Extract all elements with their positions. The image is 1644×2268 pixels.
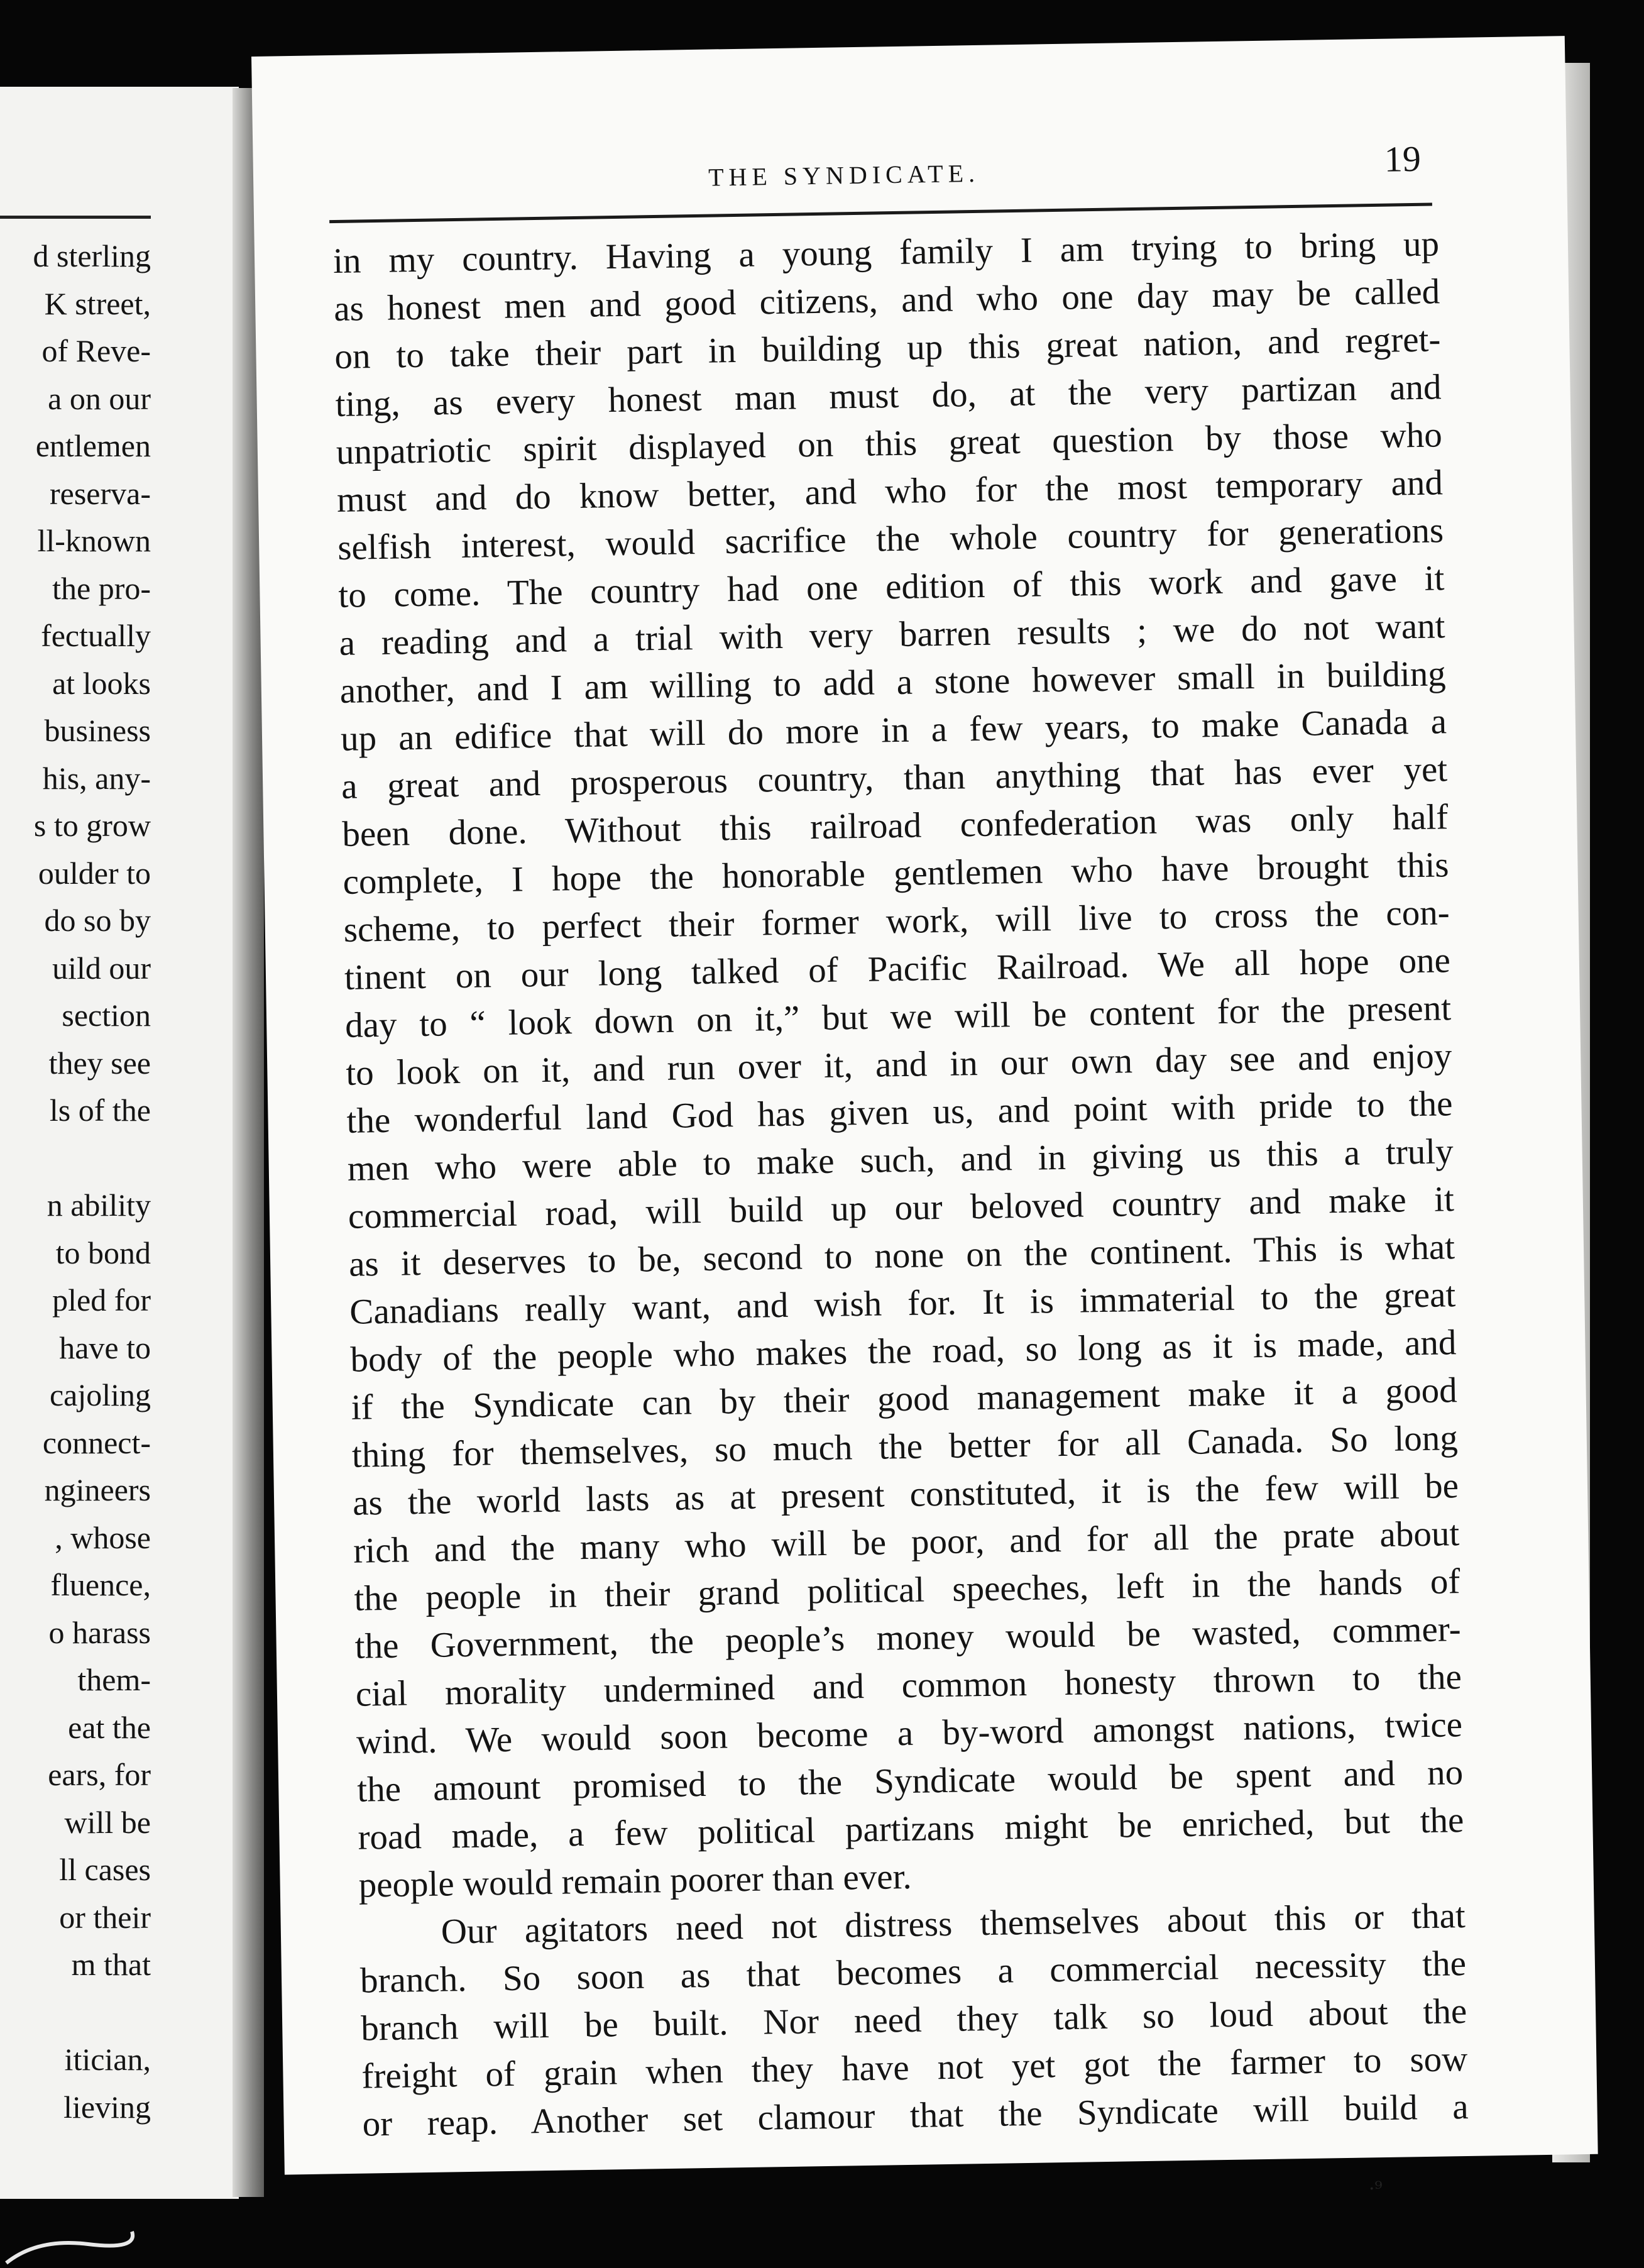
left-line: to bond	[55, 1235, 151, 1270]
scan-artifact	[0, 2225, 138, 2268]
left-line	[33, 1989, 151, 2037]
left-line: do so by	[44, 903, 151, 938]
text-line: as it deserves to be, second to none on the continent. This is what	[348, 1227, 1455, 1284]
paragraph-start-line: Our agitators need not distress themselves about this or that	[441, 1896, 1466, 1952]
text-line: the amount promised to the Syndicate would be spent and no	[356, 1753, 1464, 1810]
left-line: fluence,	[50, 1567, 151, 1602]
running-head: THE SYNDICATE.	[708, 158, 980, 192]
left-line: connect-	[42, 1424, 151, 1460]
left-line: m that	[71, 1947, 151, 1982]
text-line: must and do know better, and who for the most temporary and	[336, 463, 1444, 520]
left-line: o harass	[48, 1614, 151, 1650]
left-line: K street,	[44, 285, 151, 321]
text-line: branch will be built. Nor need they talk so loud about the	[360, 1991, 1467, 2049]
left-line: cajoling	[49, 1377, 151, 1412]
text-line: wind. We would soon become a by-word amongst nations, twice	[356, 1705, 1463, 1762]
left-line: his, any-	[42, 760, 151, 796]
text-line: men who were able to make such, and in giving us this a truly	[347, 1131, 1454, 1189]
text-line: complete, I hope the honorable gentlemen who have brought this	[342, 845, 1449, 902]
left-line: eat the	[68, 1709, 151, 1745]
text-line: the people in their grand political speeches, left in the hands of	[354, 1561, 1460, 1619]
text-line: commercial road, will build up our beloved country and make it	[348, 1179, 1455, 1236]
text-line: branch. So soon as that becomes a commercial necessity the	[359, 1944, 1467, 2001]
left-line: at looks	[52, 665, 151, 701]
left-line: entlemen	[35, 428, 151, 463]
page-number: 19	[1384, 138, 1422, 180]
left-line: they see	[48, 1045, 151, 1081]
left-line: ll-known	[37, 523, 151, 558]
text-line: as the world lasts as at present constituted, it is the few will be	[352, 1466, 1459, 1523]
left-line: will be	[64, 1804, 151, 1840]
text-line: the wonderful land God has given us, and point with pride to the	[346, 1084, 1453, 1141]
text-line: a great and prosperous country, than anything that has ever yet	[341, 749, 1448, 806]
left-line: oulder to	[38, 855, 151, 891]
text-line: been done. Without this railroad confederation was only half	[341, 797, 1449, 854]
left-line: ngineers	[44, 1472, 151, 1507]
text-line: tinent on our long talked of Pacific Railroad. We all hope one	[344, 940, 1451, 998]
left-header-rule	[0, 216, 151, 219]
text-line: the Government, the people’s money would be wasted, commer-	[354, 1609, 1462, 1666]
right-page	[251, 36, 1598, 2174]
text-line: rich and the many who will be poor, and for all the prate about	[353, 1514, 1460, 1571]
text-line: on to take their part in building up this great nation, and regret-	[334, 319, 1441, 377]
left-line: , whose	[55, 1519, 151, 1555]
left-line: have to	[59, 1329, 151, 1365]
left-line: business	[44, 713, 151, 748]
left-line: or their	[59, 1899, 151, 1935]
left-line: ls of the	[49, 1093, 151, 1128]
text-line: freight of grain when they have not yet got the farmer to sow	[361, 2039, 1468, 2096]
left-facing-page	[0, 87, 239, 2199]
left-line: fectually	[41, 618, 151, 653]
paragraph-end-line: people would remain poorer than ever.	[358, 1856, 912, 1905]
left-line: ll cases	[59, 1852, 151, 1887]
text-line: if the Syndicate can by their good management make it a good	[351, 1370, 1458, 1428]
text-line: road made, a few political partizans might be enriched, but the	[358, 1800, 1464, 1858]
text-line: ting, as every honest man must do, at the very partizan and	[335, 367, 1442, 424]
text-line: or reap. Another set clamour that the Syndicate will build a	[362, 2086, 1469, 2144]
left-line: pled for	[52, 1282, 151, 1318]
left-line: n ability	[47, 1187, 151, 1223]
body-text	[333, 220, 1469, 2148]
left-line: of Reve-	[41, 333, 151, 368]
text-line: up an edifice that will do more in a few years, to make Canada a	[340, 702, 1447, 759]
text-line: body of the people who makes the road, so long as it is made, and	[350, 1323, 1457, 1380]
text-line: day to “ look down on it,” but we will be content for the present	[344, 988, 1452, 1045]
text-line: to look on it, and run over it, and in our own day see and enjoy	[345, 1036, 1452, 1093]
left-line: s to grow	[33, 808, 151, 843]
left-line: d sterling	[33, 238, 151, 273]
text-line: a reading and a trial with very barren results ; we do not want	[339, 606, 1445, 663]
left-line: ears, for	[48, 1757, 151, 1792]
text-line: in my country. Having a young family I am trying to bring up	[332, 224, 1440, 281]
left-line: itician,	[64, 2042, 151, 2077]
left-line: uild our	[52, 950, 151, 986]
left-line	[33, 1135, 151, 1182]
left-line: the pro-	[52, 570, 151, 606]
text-line: unpatriotic spirit displayed on this great question by those who	[336, 415, 1443, 472]
signature-mark: ·⁹	[1369, 2178, 1383, 2200]
header-rule	[329, 203, 1432, 224]
left-line: reserva-	[50, 475, 151, 511]
text-line: to come. The country had one edition of this work and gave it	[337, 558, 1445, 615]
left-line: a on our	[48, 380, 151, 416]
left-line: them-	[77, 1662, 151, 1697]
text-line: another, and I am willing to add a stone however small in building	[339, 654, 1447, 711]
text-line: as honest men and good citizens, and who one day may be called	[333, 272, 1440, 329]
left-line: section	[62, 998, 151, 1033]
text-line: thing for themselves, so much the better for all Canada. So long	[351, 1418, 1459, 1475]
text-line: cial morality undermined and common honesty thrown to the	[355, 1657, 1462, 1714]
text-line: scheme, to perfect their former work, will live to cross the con-	[343, 893, 1450, 950]
left-line: lieving	[63, 2089, 151, 2125]
left-page-text	[33, 233, 151, 2131]
text-line: Canadians really want, and wish for. It is immaterial to the great	[349, 1275, 1456, 1332]
text-line: selfish interest, would sacrifice the whole country for generations	[337, 510, 1444, 568]
